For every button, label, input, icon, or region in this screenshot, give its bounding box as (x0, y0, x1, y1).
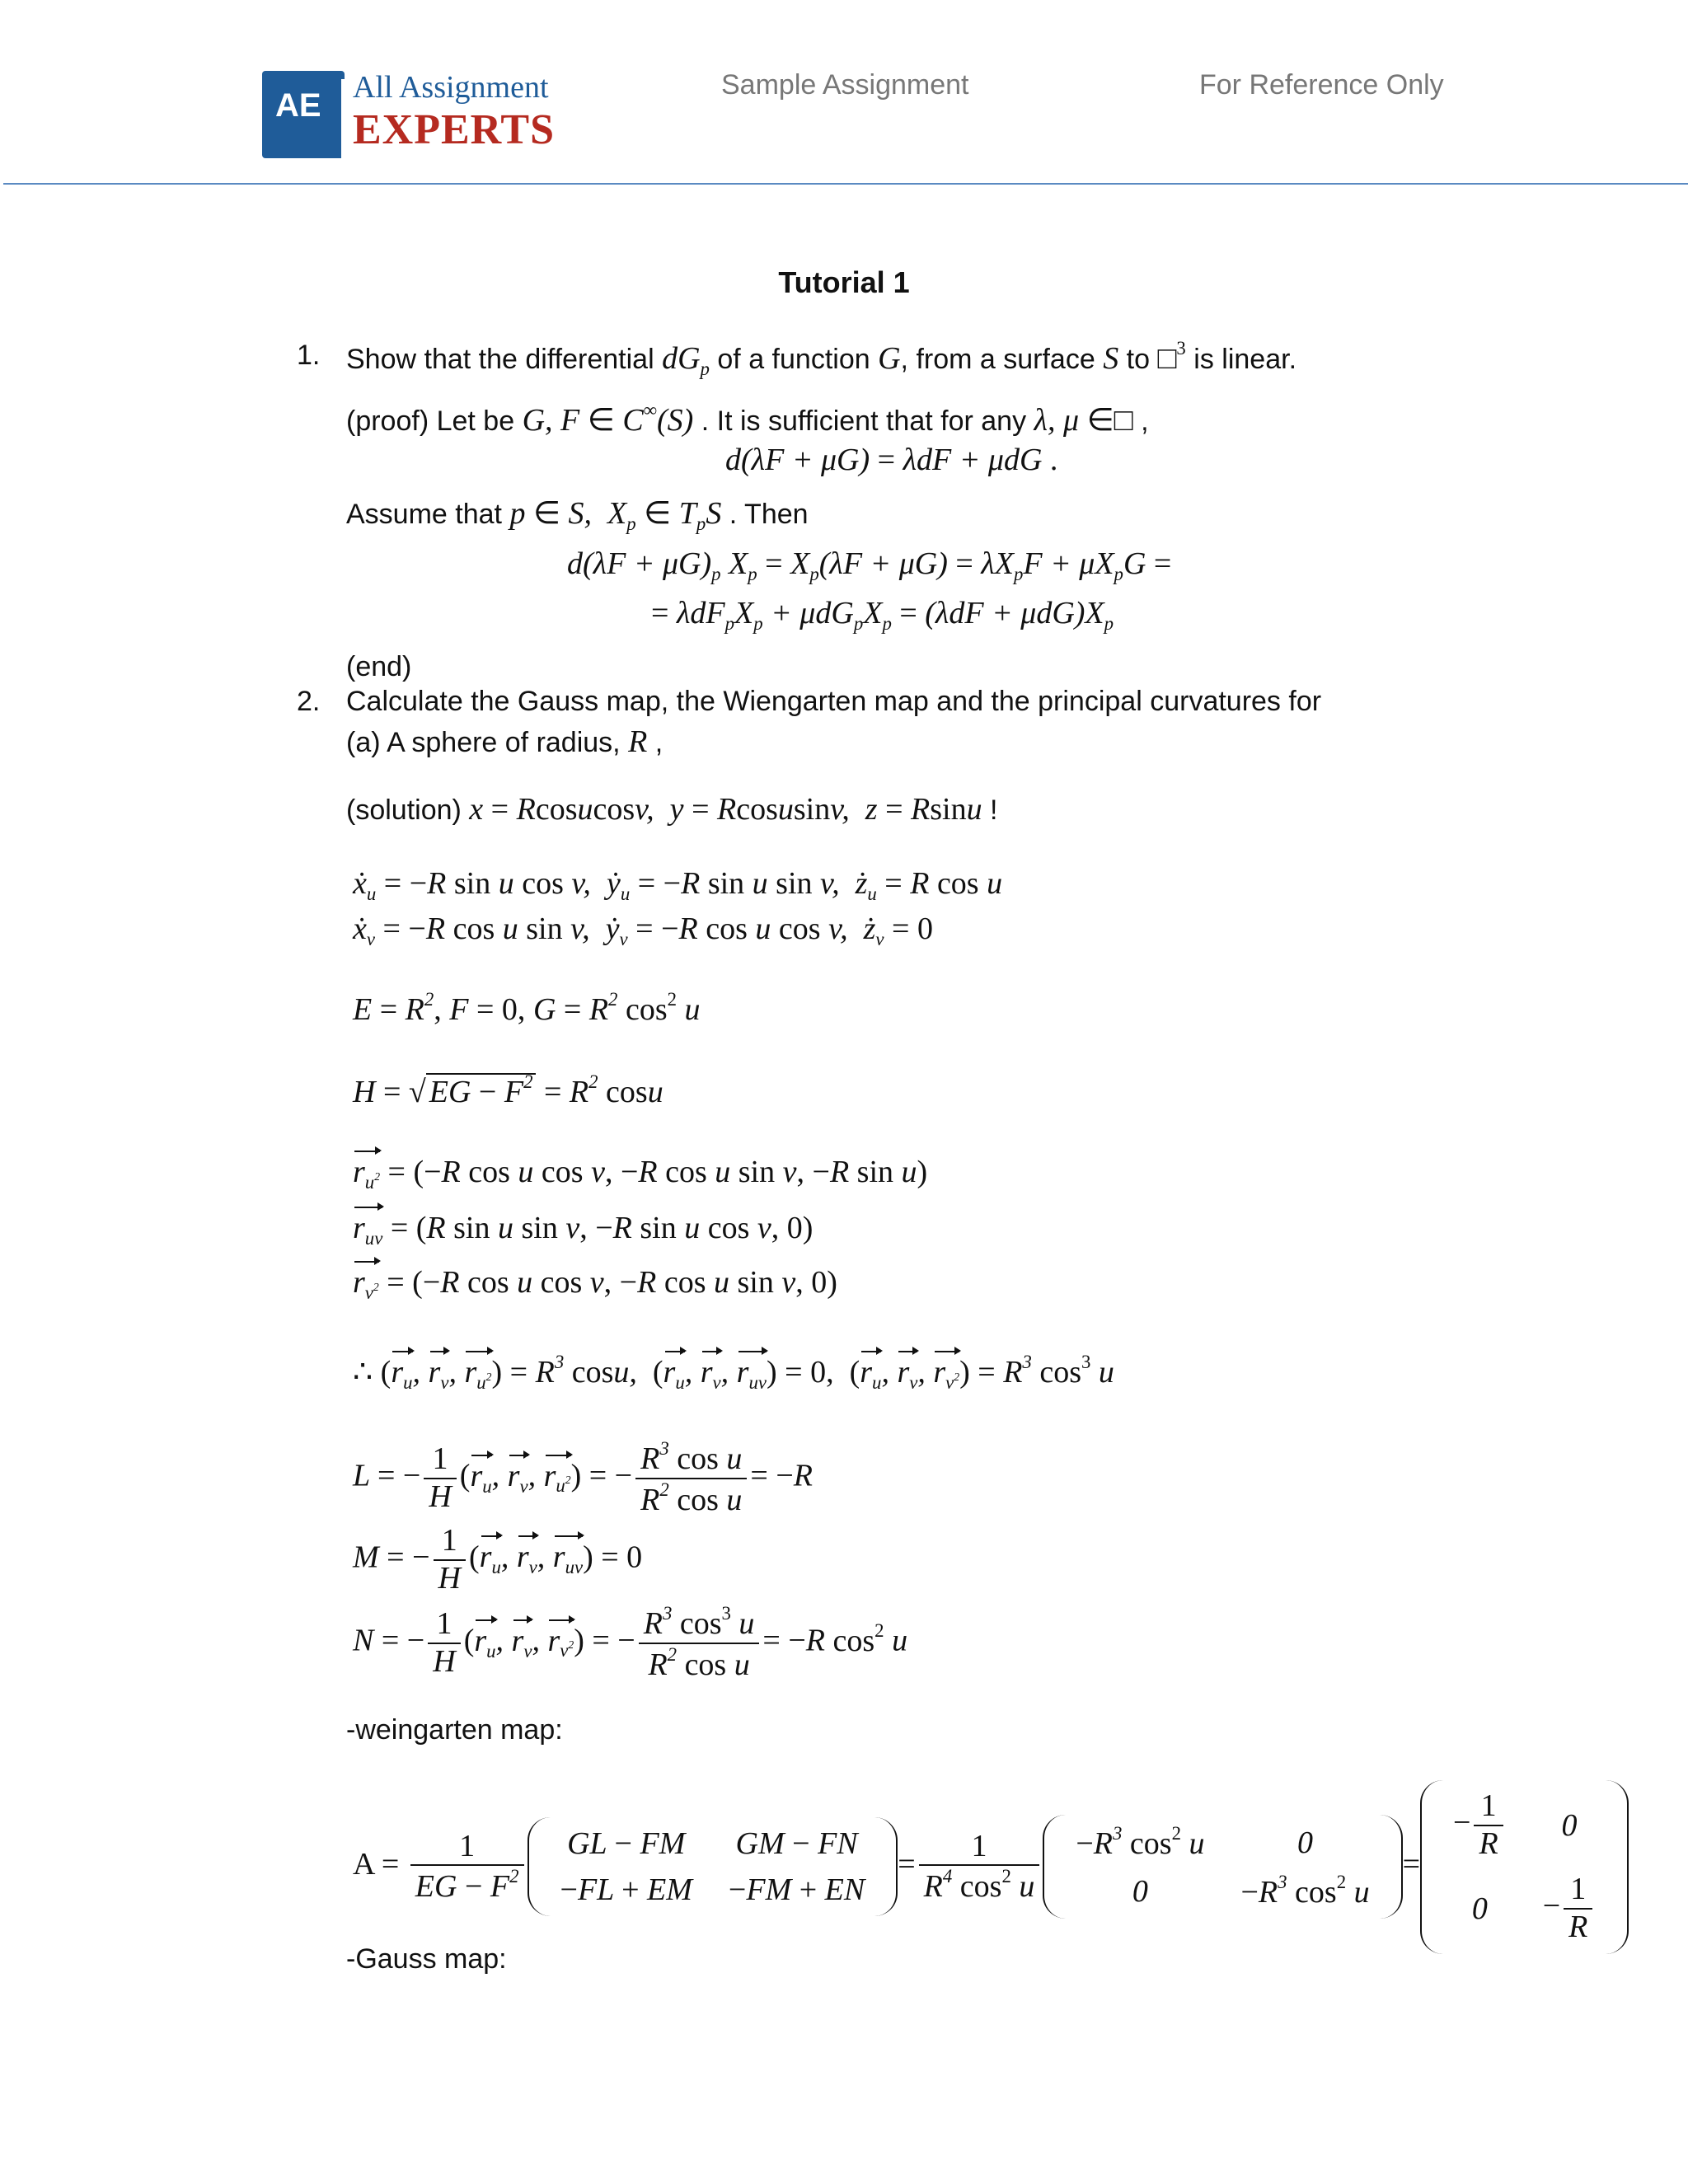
logo-text-line1: All Assignment (353, 70, 549, 105)
triple-products: ∴ ($r_u$, $r_v$, $r_{u^2}) = R^3$ cosu, ($r_u$, $r_v$, $r_{uv}) = 0$, ($r_u$, $r_v$, $r_{v^2}) = R^3$ $\cos^3 u$ (353, 1352, 1114, 1394)
proof-math-GF: G, F ∈ C∞(S) (522, 400, 694, 438)
page-title: Tutorial 1 (778, 265, 910, 299)
solution-excl: ! (990, 794, 998, 826)
proof-line (346, 400, 1149, 438)
proof-mid: . It is sufficient that for any (701, 405, 1027, 438)
missing-glyph-icon: □$^3$ (1157, 338, 1186, 377)
p1-text-e: is linear. (1193, 344, 1297, 376)
part-a-math-R: R (628, 724, 648, 759)
L-equation: L = − $\frac{1}{H}$ ($r_u$, $r_v$, $r_{u^2}$) = − $\frac{R^3 \cos u}{R^2 \cos u}$ = −R (353, 1438, 813, 1517)
p1-text-a: Show that the differential (346, 344, 654, 376)
partials-u: $ẋ_u = -R$ sin u cos v, $ẏ_u = -R$ sin u sin v, $ż_u = R$ cos u (353, 866, 1003, 904)
problem-2-part-a: (a) A sphere of radius, R , (346, 724, 663, 759)
header-rule (3, 183, 1688, 185)
solution-label: (solution) (346, 794, 462, 826)
proof-end-marker: (end) (346, 651, 412, 682)
then-text: . Then (729, 499, 809, 530)
logo-mark (262, 71, 345, 158)
H-equation: H = √ EG − $F^2 = R^2$ cosu (353, 1071, 663, 1110)
logo-book-spine (341, 79, 349, 158)
r-uu-vector: $r_{u^2} = (-R$ cos u cos v, −R cos u sin v, −R sin u) (353, 1155, 928, 1193)
p1-math-dGp: $dG_p$ (662, 341, 710, 380)
problem-1-statement (346, 338, 1296, 380)
assume-text: Assume that (346, 499, 502, 530)
problem-2-statement: Calculate the Gauss map, the Wiengarten map and the principal curvatures for (346, 686, 1322, 717)
p1-text-c: , from a surface (900, 344, 1095, 376)
proof-lead: (proof) Let be (346, 405, 515, 438)
partials-v: $ẋ_v = -R$ cos u sin v, $ẏ_v = -R$ cos u cos v, $ż_v = 0$ (353, 912, 933, 949)
logo-text-line2: EXPERTS (353, 106, 556, 153)
parametrization: x = Rcosucosv, y = Rcosusinv, z = Rsinu (469, 792, 982, 827)
proof-equation-2: = $\lambda dF_pX_p + \mu dG_pX_p = (\lambda dF + \mu dG)X_p$ (651, 596, 1114, 634)
part-a-text: (a) A sphere of radius, (346, 727, 621, 758)
p1-text-d: to (1126, 344, 1151, 376)
proof-end: , (1141, 405, 1149, 438)
header-right-text: For Reference Only (1199, 69, 1444, 101)
header-center-text: Sample Assignment (721, 69, 969, 101)
first-fundamental-form: $E = R^2$, F = 0, $G = R^2$ $\cos^2 u$ (353, 989, 701, 1028)
proof-equation-1: $d(\lambda F + \mu G)_p$ $X_p = X_p(\lambda F + \mu G) = \lambda X_pF + \mu X_pG$ = (567, 546, 1172, 584)
logo-initials: AE (275, 87, 321, 124)
p1-text-b: of a function (717, 344, 870, 376)
M-equation: M = − $\frac{1}{H}$ ($r_u$, $r_v$, $r_{uv}) = 0$ (353, 1523, 643, 1596)
assume-line (346, 494, 809, 535)
weingarten-label: -weingarten map: (346, 1714, 563, 1746)
assume-math: p ∈ S, $X_p$ ∈ $T_pS$ (509, 496, 722, 534)
weingarten-matrix-equation: A = $\frac{1}{EG - F^2}$ GL − FM GM − FN −FL + EM −FM + EN = $\frac{1}{R^4 \cos^2 u}$ $-R^3$ $\cos^2 u$ 0 0 $-R^3$ $\cos^2 u$ = − $\frac{1}{R}$ 0 0 − $\frac{1}{R}$ (353, 1780, 1629, 1954)
weingarten-matrix-1: GL − FM GM − FN −FL + EM −FM + EN (528, 1817, 898, 1916)
r-vv-vector: $r_{v^2} = (-R$ cos u cos v, −R cos u sin v, 0) (353, 1265, 837, 1303)
weingarten-matrix-2: $-R^3$ $\cos^2 u$ 0 0 $-R^3$ $\cos^2 u$ (1043, 1815, 1402, 1919)
r-uv-vector: $r_{uv} = (R$ sin u sin v, −R sin u cos v, 0) (353, 1211, 814, 1249)
problem-1-number: 1. (297, 340, 321, 371)
gauss-map-label: -Gauss map: (346, 1943, 507, 1975)
proof-math-lambda-mu: λ, μ ∈□ (1034, 403, 1133, 438)
p1-math-G: G (878, 341, 901, 377)
N-equation: N = − $\frac{1}{H}$ ($r_u$, $r_v$, $r_{v^2}$) = − $\frac{R^3 \cos^3 u}{R^2 \cos u}$ = −R $\cos^2 u$ (353, 1603, 908, 1682)
p1-math-S: S (1103, 341, 1119, 377)
problem-2-number: 2. (297, 686, 321, 717)
solution-line (346, 791, 998, 827)
linearity-equation: d(λF + μG) = λdF + μdG . (725, 443, 1058, 477)
weingarten-matrix-3: − $\frac{1}{R}$ 0 0 − $\frac{1}{R}$ (1420, 1780, 1629, 1954)
